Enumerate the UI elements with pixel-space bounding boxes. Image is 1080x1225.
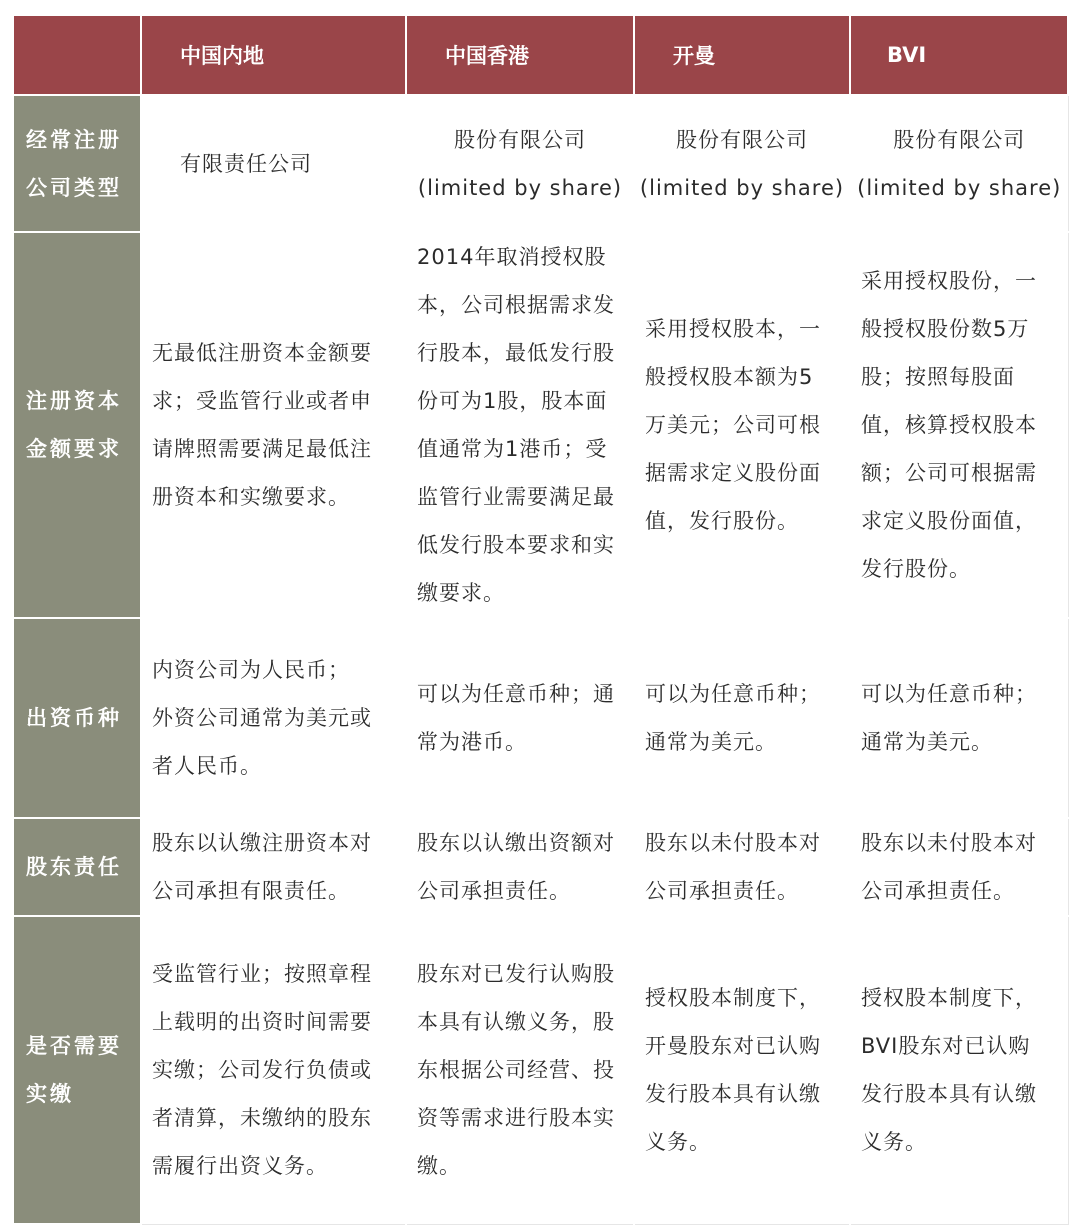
row-header-liability bbox=[13, 818, 141, 916]
cell-line: 万美元；公司可根 bbox=[645, 413, 821, 437]
cell-hongkong-liability bbox=[406, 818, 634, 916]
cell-line: 受监管行业；按照章程 bbox=[152, 962, 372, 987]
cell-line: (limited by share) bbox=[857, 175, 1062, 200]
cell-line: (limited by share) bbox=[417, 175, 623, 200]
cell-line: 者人民币。 bbox=[152, 754, 262, 778]
cell-line: 常为港币。 bbox=[417, 730, 527, 754]
cell-mainland-registered-capital bbox=[141, 232, 406, 618]
row-paid-in bbox=[13, 916, 1068, 1224]
cell-bvi-liability bbox=[850, 818, 1068, 916]
cell-line: 本具有认缴义务，股 bbox=[417, 1010, 615, 1035]
cell-hongkong-company-type bbox=[406, 95, 634, 232]
cell-hongkong-paid-in bbox=[406, 916, 634, 1224]
cell-line: 授权股本制度下， bbox=[861, 986, 1037, 1011]
row-label-line: 公司类型 bbox=[26, 175, 122, 200]
corner-cell bbox=[13, 15, 141, 95]
cell-line: 上载明的出资时间需要 bbox=[152, 1010, 372, 1035]
cell-line: 行股本，最低发行股 bbox=[417, 341, 615, 365]
cell-line: 般授权股份数5万 bbox=[861, 317, 1030, 341]
column-header-mainland: 中国内地 bbox=[141, 15, 406, 95]
cell-cayman-registered-capital bbox=[634, 232, 850, 618]
cell-hongkong-currency bbox=[406, 618, 634, 818]
cell-mainland-liability bbox=[141, 818, 406, 916]
cell-line: 外资公司通常为美元或 bbox=[152, 706, 372, 730]
cell-line: 股东以未付股本对 bbox=[861, 831, 1037, 855]
cell-line: (limited by share) bbox=[639, 175, 845, 200]
cell-line: 值通常为1港币；受 bbox=[417, 437, 608, 461]
cell-line: 请牌照需要满足最低注 bbox=[152, 437, 372, 461]
cell-line: 可以为任意币种；通 bbox=[417, 682, 615, 706]
cell-cayman-currency bbox=[634, 618, 850, 818]
cell-line: 册资本和实缴要求。 bbox=[152, 485, 350, 509]
row-label-line: 股东责任 bbox=[26, 855, 122, 879]
cell-line: 股份有限公司 bbox=[454, 127, 586, 152]
row-currency bbox=[13, 618, 1068, 818]
row-label-line: 金额要求 bbox=[26, 437, 122, 461]
cell-line: 义务。 bbox=[645, 1130, 711, 1155]
cell-line: 求；受监管行业或者申 bbox=[152, 389, 372, 413]
cell-line: 股东以认缴注册资本对 bbox=[152, 831, 372, 855]
cell-line: 额；公司可根据需 bbox=[861, 461, 1037, 485]
cell-line: 有限责任公司 bbox=[180, 151, 312, 176]
cell-line: 据需求定义股份面 bbox=[645, 461, 821, 485]
cell-mainland-paid-in bbox=[141, 916, 406, 1224]
cell-line: 东根据公司经营、投 bbox=[417, 1058, 615, 1083]
row-label-line: 注册资本 bbox=[26, 389, 122, 413]
cell-line: 无最低注册资本金额要 bbox=[152, 341, 372, 365]
cell-line: 值，核算授权股本 bbox=[861, 413, 1037, 437]
cell-mainland-company-type bbox=[141, 95, 406, 232]
cell-bvi-paid-in bbox=[850, 916, 1068, 1224]
cell-line: 求定义股份面值， bbox=[861, 509, 1037, 533]
cell-line: 值，发行股份。 bbox=[645, 509, 799, 533]
cell-line: 股东以未付股本对 bbox=[645, 831, 821, 855]
cell-line: 公司承担责任。 bbox=[861, 879, 1015, 903]
cell-cayman-liability bbox=[634, 818, 850, 916]
cell-line: 者清算，未缴纳的股东 bbox=[152, 1106, 372, 1131]
cell-line: 实缴；公司发行负债或 bbox=[152, 1058, 372, 1083]
cell-line: 2014年取消授权股 bbox=[417, 245, 607, 269]
cell-line: 股份有限公司 bbox=[676, 127, 808, 152]
cell-line: 采用授权股份，一 bbox=[861, 269, 1037, 293]
cell-hongkong-registered-capital bbox=[406, 232, 634, 618]
cell-line: 股份有限公司 bbox=[893, 127, 1026, 152]
cell-bvi-registered-capital bbox=[850, 232, 1068, 618]
cell-line: 发行股份。 bbox=[861, 557, 971, 581]
cell-line: 可以为任意币种； bbox=[645, 682, 821, 706]
cell-line: 监管行业需要满足最 bbox=[417, 485, 615, 509]
cell-cayman-company-type bbox=[634, 95, 850, 232]
cell-line: 股；按照每股面 bbox=[861, 365, 1015, 389]
cell-line: 本，公司根据需求发 bbox=[417, 293, 615, 317]
cell-line: 需履行出资义务。 bbox=[152, 1154, 328, 1179]
column-header-bvi: BVI bbox=[850, 15, 1068, 95]
cell-line: 通常为美元。 bbox=[645, 730, 777, 754]
row-header-currency bbox=[13, 618, 141, 818]
column-header-hongkong: 中国香港 bbox=[406, 15, 634, 95]
cell-line: 授权股本制度下， bbox=[645, 986, 821, 1011]
cell-line: 发行股本具有认缴 bbox=[861, 1082, 1037, 1107]
row-label-line: 出资币种 bbox=[26, 706, 122, 730]
cell-line: 内资公司为人民币； bbox=[152, 658, 350, 682]
cell-mainland-currency bbox=[141, 618, 406, 818]
cell-bvi-company-type bbox=[850, 95, 1068, 232]
row-label-line: 经常注册 bbox=[26, 127, 122, 152]
row-label-line: 是否需要 bbox=[26, 1034, 122, 1058]
cell-line: 股东对已发行认购股 bbox=[417, 962, 615, 987]
cell-line: 低发行股本要求和实 bbox=[417, 533, 615, 557]
row-liability bbox=[13, 818, 1068, 916]
cell-line: 般授权股本额为5 bbox=[645, 365, 814, 389]
comparison-table bbox=[12, 14, 1069, 1225]
row-header-company-type bbox=[13, 95, 141, 232]
cell-bvi-currency bbox=[850, 618, 1068, 818]
row-header-paid-in bbox=[13, 916, 141, 1224]
cell-line: 开曼股东对已认购 bbox=[645, 1034, 821, 1059]
cell-line: 公司承担有限责任。 bbox=[152, 879, 350, 903]
cell-line: 股东以认缴出资额对 bbox=[417, 831, 615, 855]
cell-line: 缴。 bbox=[417, 1154, 461, 1179]
cell-line: 份可为1股，股本面 bbox=[417, 389, 608, 413]
cell-line: 缴要求。 bbox=[417, 581, 505, 605]
cell-line: 发行股本具有认缴 bbox=[645, 1082, 821, 1107]
row-header-registered-capital bbox=[13, 232, 141, 618]
header-row bbox=[13, 15, 1068, 95]
cell-line: 资等需求进行股本实 bbox=[417, 1106, 615, 1131]
row-registered-capital bbox=[13, 232, 1068, 618]
cell-line: 采用授权股本，一 bbox=[645, 317, 821, 341]
cell-line: 公司承担责任。 bbox=[417, 879, 571, 903]
cell-line: 通常为美元。 bbox=[861, 730, 993, 754]
cell-line: 可以为任意币种； bbox=[861, 682, 1037, 706]
row-company-type bbox=[13, 95, 1068, 232]
cell-line: 公司承担责任。 bbox=[645, 879, 799, 903]
cell-line: 义务。 bbox=[861, 1130, 927, 1155]
cell-line: BVI股东对已认购 bbox=[861, 1034, 1031, 1059]
row-label-line: 实缴 bbox=[26, 1082, 74, 1106]
column-header-cayman: 开曼 bbox=[634, 15, 850, 95]
cell-cayman-paid-in bbox=[634, 916, 850, 1224]
